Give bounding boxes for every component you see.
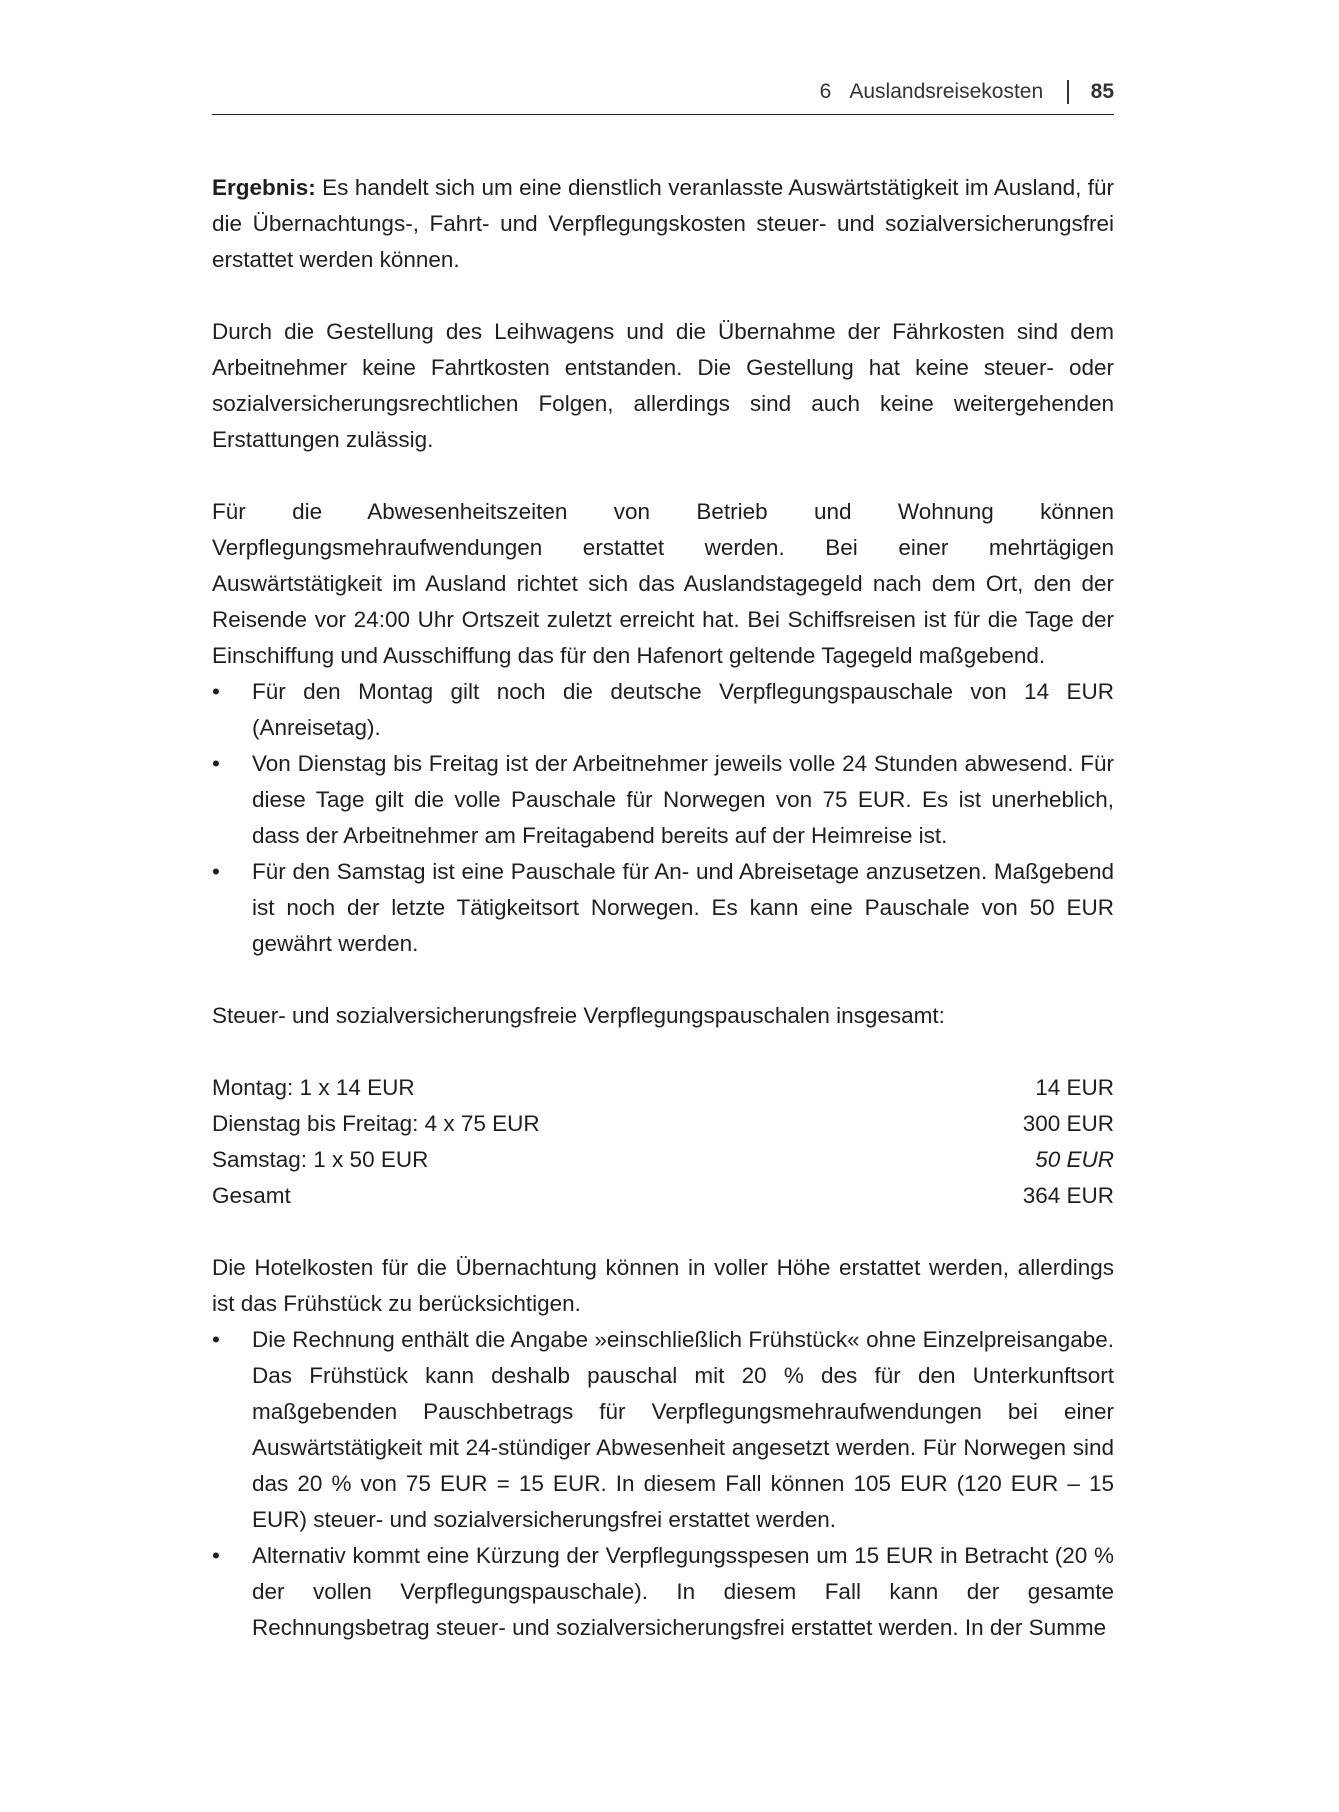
paragraph-rental-car: Durch die Gestellung des Leihwagens und die Übernahme der Fährkosten sind dem Arbeitnehmer keine Fahrtkosten entstanden. Die Gestellung hat keine steuer- oder sozialversicherungsrechtlichen Folgen, allerdings sind auch keine weitergehenden Erstattungen zulässig. bbox=[212, 319, 1114, 452]
paragraph-summary-intro: Steuer- und sozialversicherungsfreie Verpflegungspauschalen insgesamt: bbox=[212, 1003, 945, 1028]
list-item: • Die Rechnung enthält die Angabe »einschließlich Frühstück« ohne Einzelpreisangabe. Das Frühstück kann deshalb pauschal mit 20 % des für den Unterkunftsort maßgebenden Pauschbetrags für Verpflegungsmehraufwendungen bei einer Auswärtstätigkeit mit 24-stündiger Abwesenheit angesetzt werden. Für Norwegen sind das 20 % von 75 EUR = 15 EUR. In diesem Fall können 105 EUR (120 EUR – 15 EUR) steuer- und sozialversicherungsfrei erstattet werden. bbox=[212, 1322, 1114, 1538]
chapter-number: 6 bbox=[819, 80, 832, 103]
paragraph-absence-times: Für die Abwesenheitszeiten von Betrieb und Wohnung können Verpflegungsmehraufwendungen erstattet werden. Bei einer mehrtägigen Auswärtstätigkeit im Ausland richtet sich das Auslandstagegeld nach dem Ort, den der Reisende vor 24:00 Uhr Ortszeit zuletzt erreicht hat. Bei Schiffsreisen ist für die Tage der Einschiffung und Ausschiffung das für den Hafenort geltende Tagegeld maßgebend. bbox=[212, 499, 1114, 668]
summary-total-amount: 364 EUR bbox=[1022, 1183, 1114, 1208]
running-header bbox=[212, 80, 1114, 115]
table-row bbox=[212, 1142, 1114, 1178]
list-item: • Für den Montag gilt noch die deutsche Verpflegungspauschale von 14 EUR (Anreisetag). bbox=[212, 674, 1114, 746]
bullet-list-breakfast bbox=[212, 1322, 1114, 1646]
table-row bbox=[212, 1106, 1114, 1142]
result-paragraph bbox=[212, 170, 1114, 278]
paragraph-hotel-costs: Die Hotelkosten für die Übernachtung können in voller Höhe erstattet werden, allerdings ist das Frühstück zu berücksichtigen. bbox=[212, 1255, 1114, 1316]
summary-amount: 14 EUR bbox=[1035, 1075, 1114, 1100]
allowance-summary-table bbox=[212, 1070, 1114, 1214]
summary-label: Samstag: 1 x 50 EUR bbox=[212, 1147, 429, 1172]
summary-amount: 50 EUR bbox=[1035, 1147, 1114, 1172]
summary-label: Montag: 1 x 14 EUR bbox=[212, 1075, 415, 1100]
body-text bbox=[212, 170, 1114, 1646]
result-text: Es handelt sich um eine dienstlich veranlasste Auswärtstätigkeit im Ausland, für die Übernachtungs-, Fahrt- und Verpflegungskosten steuer- und sozialversicherungsfrei erstattet werden können. bbox=[212, 175, 1114, 272]
list-item: • Für den Samstag ist eine Pauschale für An- und Abreisetage anzusetzen. Maßgebend ist noch der letzte Tätigkeitsort Norwegen. Es kann eine Pauschale von 50 EUR gewährt werden. bbox=[212, 854, 1114, 962]
summary-amount: 300 EUR bbox=[1022, 1111, 1114, 1136]
chapter-title: Auslandsreisekosten bbox=[849, 80, 1044, 103]
page-number: 85 bbox=[1090, 80, 1114, 103]
result-label: Ergebnis: bbox=[212, 175, 316, 200]
list-item: • Von Dienstag bis Freitag ist der Arbeitnehmer jeweils volle 24 Stunden abwesend. Für diese Tage gilt die volle Pauschale für Norwegen von 75 EUR. Es ist unerheblich, dass der Arbeitnehmer am Freitagabend bereits auf der Heimreise ist. bbox=[212, 746, 1114, 854]
list-item: • Alternativ kommt eine Kürzung der Verpflegungsspesen um 15 EUR in Betracht (20 % der vollen Verpflegungspauschale). In diesem Fall kann der gesamte Rechnungsbetrag steuer- und sozialversicherungsfrei erstattet werden. In der Summe bbox=[212, 1538, 1114, 1646]
bullet-list-allowances bbox=[212, 674, 1114, 962]
table-row bbox=[212, 1070, 1114, 1106]
header-separator bbox=[1067, 80, 1069, 104]
summary-total-label: Gesamt bbox=[212, 1183, 291, 1208]
summary-label: Dienstag bis Freitag: 4 x 75 EUR bbox=[212, 1111, 540, 1136]
table-row bbox=[212, 1178, 1114, 1214]
